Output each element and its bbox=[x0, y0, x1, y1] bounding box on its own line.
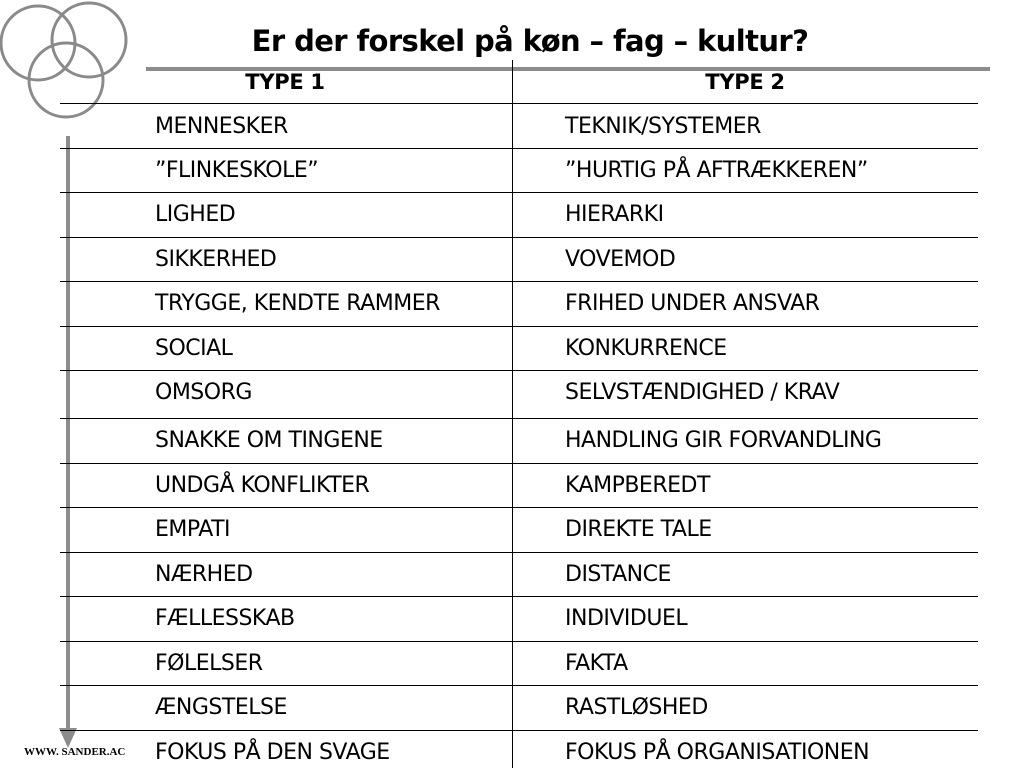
type-1-cell: SIKKERHED bbox=[155, 247, 277, 272]
row-separator bbox=[60, 685, 978, 686]
type-1-cell: MENNESKER bbox=[155, 114, 288, 139]
type-1-cell: FØLELSER bbox=[155, 651, 263, 676]
row-separator bbox=[60, 326, 978, 327]
type-2-cell: FRIHED UNDER ANSVAR bbox=[565, 291, 820, 316]
type-2-cell: RASTLØSHED bbox=[565, 695, 708, 720]
type-2-cell: SELVSTÆNDIGHED / KRAV bbox=[565, 380, 840, 405]
row-separator bbox=[60, 730, 978, 731]
row-separator bbox=[60, 192, 978, 193]
type-2-cell: INDIVIDUEL bbox=[565, 606, 688, 631]
row-separator bbox=[60, 463, 978, 464]
row-separator bbox=[60, 281, 978, 282]
type-1-cell: FOKUS PÅ DEN SVAGE bbox=[155, 740, 390, 765]
type-1-cell: SOCIAL bbox=[155, 336, 233, 361]
logo-circles bbox=[0, 0, 140, 125]
column-divider bbox=[512, 60, 513, 768]
row-separator bbox=[60, 148, 978, 149]
column-header-type-1: TYPE 1 bbox=[245, 70, 325, 94]
type-2-cell: FOKUS PÅ ORGANISATIONEN bbox=[565, 740, 870, 765]
type-2-cell: FAKTA bbox=[565, 651, 628, 676]
row-separator bbox=[60, 418, 978, 419]
page-title: Er der forskel på køn – fag – kultur? bbox=[251, 24, 809, 58]
type-1-cell: OMSORG bbox=[155, 380, 252, 405]
type-1-cell: SNAKKE OM TINGENE bbox=[155, 428, 383, 453]
type-1-cell: LIGHED bbox=[155, 202, 236, 227]
type-2-cell: HIERARKI bbox=[565, 202, 664, 227]
type-2-cell: DISTANCE bbox=[565, 562, 671, 587]
type-1-cell: ”FLINKESKOLE” bbox=[155, 158, 319, 183]
type-1-cell: FÆLLESSKAB bbox=[155, 606, 295, 631]
row-separator bbox=[60, 552, 978, 553]
logo-circle-right bbox=[52, 3, 126, 77]
type-2-cell: ”HURTIG PÅ AFTRÆKKEREN” bbox=[565, 158, 868, 183]
type-2-cell: DIREKTE TALE bbox=[565, 517, 712, 542]
type-1-cell: NÆRHED bbox=[155, 562, 253, 587]
footer-url: WWW. SANDER.AC bbox=[24, 746, 126, 758]
row-separator bbox=[60, 596, 978, 597]
type-2-cell: KAMPBEREDT bbox=[565, 473, 710, 498]
type-2-cell: KONKURRENCE bbox=[565, 336, 727, 361]
type-2-cell: VOVEMOD bbox=[565, 247, 676, 272]
type-2-cell: TEKNIK/SYSTEMER bbox=[565, 114, 761, 139]
row-separator bbox=[60, 237, 978, 238]
down-arrow-icon bbox=[58, 136, 78, 748]
row-separator bbox=[60, 641, 978, 642]
type-2-cell: HANDLING GIR FORVANDLING bbox=[565, 428, 882, 453]
row-separator bbox=[60, 370, 978, 371]
type-1-cell: ÆNGSTELSE bbox=[155, 695, 287, 720]
type-1-cell: EMPATI bbox=[155, 517, 231, 542]
type-1-cell: UNDGÅ KONFLIKTER bbox=[155, 473, 370, 498]
type-1-cell: TRYGGE, KENDTE RAMMER bbox=[155, 291, 440, 316]
row-separator bbox=[60, 507, 978, 508]
row-separator bbox=[60, 103, 978, 104]
column-header-type-2: TYPE 2 bbox=[705, 70, 785, 94]
